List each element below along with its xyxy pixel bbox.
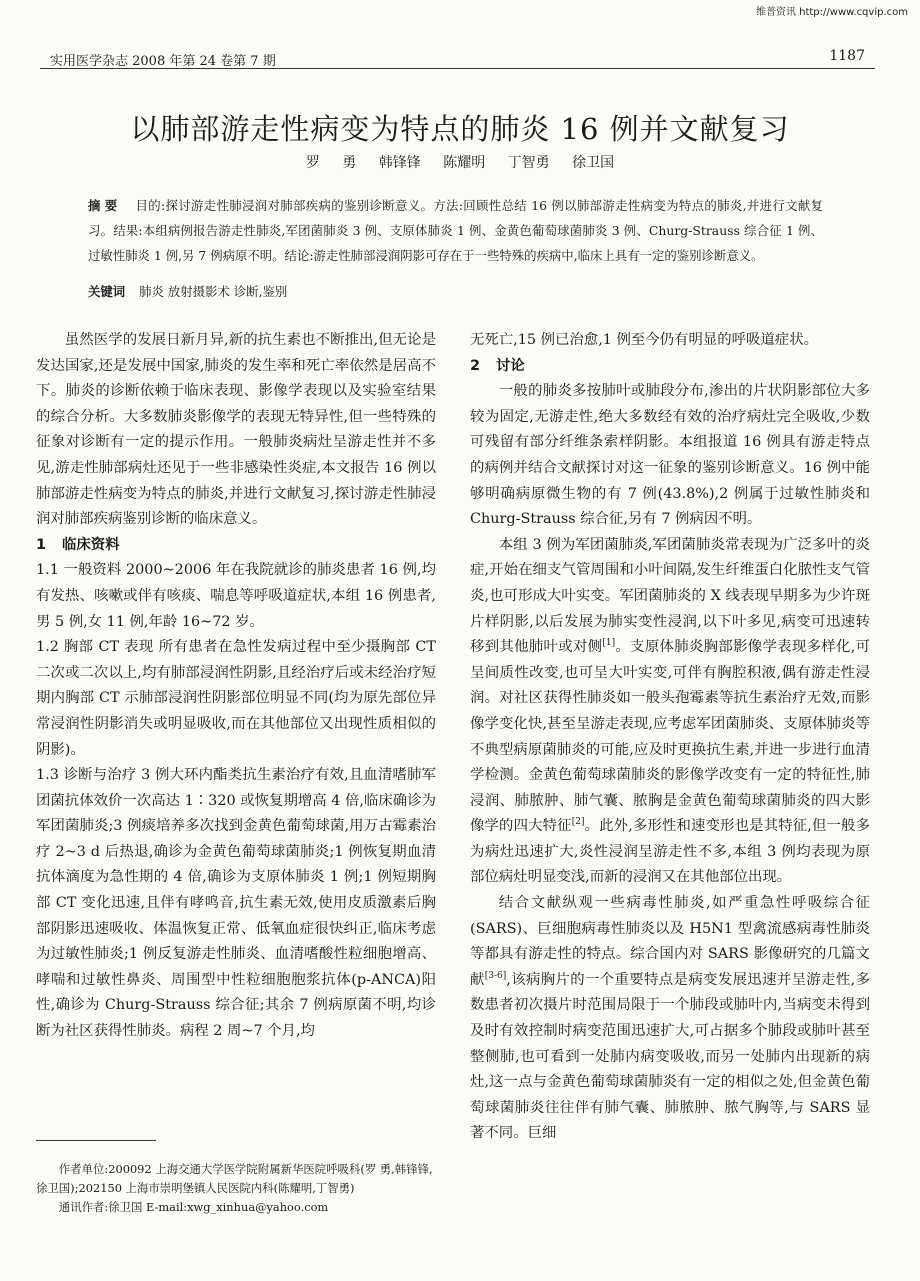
- author-affiliation: 作者单位:200092 上海交通大学医学院附属新华医院呼吸科(罗 勇,韩锋锋,徐卫国);202150 上海市崇明堡镇人民医院内科(陈耀明,丁智勇): [36, 1162, 433, 1195]
- keywords-label: 关键词: [88, 284, 126, 299]
- keywords: [88, 282, 823, 300]
- abstract: [88, 193, 823, 268]
- keywords-text: 肺炎 放射摄影术 诊断,鉴别: [139, 284, 288, 299]
- citation-ref[interactable]: [3-6]: [484, 971, 507, 982]
- para-text: 结合文献纵观一些病毒性肺炎,如严重急性呼吸综合征(SARS)、巨细胞病毒性肺炎以及 H5N1 型禽流感病毒性肺炎等都具有游走性的特点。综合国内对 SARS 影像研究的几篇文献: [470, 895, 870, 988]
- para-text: ,该病胸片的一个重要特点是病变发展迅速并呈游走性,多数患者初次摄片时范围局限于一个肺段或肺叶内,当病变未得到及时有效控制时病变范围迅速扩大,可占据多个肺段或肺叶甚至整侧肺,也可看到一处肺内病变吸收,而另一处肺内出现新的病灶,这一点与金黄色葡萄球菌肺炎有一定的相似之处,但金黄色葡萄球菌肺炎往往伴有肺气囊、肺脓肿、脓气胸等,与 SARS 显著不同。巨细: [470, 971, 870, 1142]
- para-text: 。支原体肺炎胸部影像学表现多样化,可呈间质性改变,也可呈大叶实变,可伴有胸腔积液,偶有游走性浸润。对社区获得性肺炎如一般头孢霉素等抗生素治疗无效,而影像学变化快,甚至呈游走表现,应考虑军团菌肺炎、支原体肺炎等不典型病原菌肺炎的可能,应及时更换抗生素,并进一步进行血清学检测。金黄色葡萄球菌肺炎的影像学改变有一定的特征性,肺浸润、肺脓肿、肺气囊、脓胸是金黄色葡萄球菌肺炎的四大影像学的四大特征: [470, 639, 870, 835]
- citation-ref[interactable]: [2]: [571, 817, 585, 828]
- footnote-rule: [36, 1140, 156, 1141]
- correspondence: 通讯作者:徐卫国 E-mail:xwg_xinhua@yahoo.com: [58, 1200, 329, 1214]
- para-text: 本组 3 例为军团菌肺炎,军团菌肺炎常表现为广泛多叶的炎症,开始在细支气管周围和小叶间隔,发生纤维蛋白化脓性支气管炎,也可形成大叶实变。军团菌肺炎的 X 线表现早期多为少许斑片样阴影,以后发展为肺实变性浸润,以下叶多见,病变可迅速转移到其他肺叶或对侧: [470, 536, 870, 656]
- discussion-paragraph-3: [470, 891, 870, 1147]
- section-heading-clinical: [36, 533, 436, 559]
- footnote: [36, 1160, 436, 1217]
- intro-paragraph: 虽然医学的发展日新月异,新的抗生素也不断推出,但无论是发达国家,还是发展中国家,肺炎的发生率和死亡率依然是居高不下。肺炎的诊断依赖于临床表现、影像学表现以及实验室结果的综合分析。大多数肺炎影像学的表现无特异性,但一些特殊的征象对诊断有一定的提示作用。一般肺炎病灶呈游走性并不多见,游走性肺部病灶还见于一些非感染性炎症,本文报告 16 例以肺部游走性病变为特点的肺炎,并进行文献复习,探讨游走性肺浸润对肺部疾病鉴别诊断的临床意义。: [36, 332, 436, 528]
- section-heading-discussion: [470, 354, 870, 380]
- discussion-paragraph-1: 一般的肺炎多按肺叶或肺段分布,渗出的片状阴影部位大多较为固定,无游走性,绝大多数经有效的治疗病灶完全吸收,少数可残留有部分纤维条索样阴影。本组报道 16 例具有游走特点的病例并结合文献探讨对这一征象的鉴别诊断意义。16 例中能够明确病原微生物的有 7 例(43.8%),2 例属于过敏性肺炎和 Churg-Strauss 综合征,另有 7 例病因不明。: [470, 383, 870, 528]
- discussion-paragraph-2: [470, 533, 870, 891]
- running-head: 实用医学杂志 2008 年第 24 卷第 7 期: [50, 54, 276, 69]
- paragraph-1-3: 1.3 诊断与治疗 3 例大环内酯类抗生素治疗有效,且血清嗜肺军团菌抗体效价一次高达 1∶320 或恢复期增高 4 倍,临床确诊为军团菌肺炎;3 例痰培养多次找到金黄色葡萄球菌,用万古霉素治疗 2~3 d 后热退,确诊为金黄色葡萄球菌肺炎;1 例恢复期血清抗体滴度为急性期的 4 倍,确诊为支原体肺炎 1 例;1 例短期胸部 CT 变化迅速,且伴有哮鸣音,抗生素无效,使用皮质激素后胸部阴影迅速吸收、体温恢复正常、低氧血症很快纠正,临床考虑为过敏性肺炎;1 例反复游走性肺炎、血清嗜酸性粒细胞增高、哮喘和过敏性鼻炎、周围型中性粒细胞胞浆抗体(p-ANCA)阳性,确诊为 Churg-Strauss 综合征;其余 7 例病原菌不明,均诊断为社区获得性肺炎。病程 2 周~7 个月,均: [36, 767, 436, 1040]
- section-number: 1: [36, 536, 47, 553]
- paragraph-1-2: 1.2 胸部 CT 表现 所有患者在急性发病过程中至少摄胸部 CT 二次或二次以上,均有肺部浸润性阴影,且经治疗后或未经治疗短期内胸部 CT 示肺部浸润性阴影部位明显不同(均为原先部位异常浸润性阴影消失或明显吸收,而在其他部位又出现性质相似的阴影)。: [36, 639, 436, 758]
- section-number: 2: [470, 357, 481, 374]
- page-number: 1187: [829, 48, 865, 64]
- citation-ref[interactable]: [1]: [602, 638, 616, 649]
- section-title: 临床资料: [62, 536, 120, 553]
- author-list: 罗 勇 韩锋锋 陈耀明 丁智勇 徐卫国: [305, 155, 615, 171]
- article-title: 以肺部游走性病变为特点的肺炎 16 例并文献复习: [130, 112, 790, 147]
- continued-paragraph: 无死亡,15 例已治愈,1 例至今仍有明显的呼吸道症状。: [470, 332, 818, 348]
- paragraph-1-1: 1.1 一般资料 2000~2006 年在我院就诊的肺炎患者 16 例,均有发热、咳嗽或伴有咳痰、喘息等呼吸道症状,本组 16 例患者,男 5 例,女 11 例,年龄 16~72 岁。: [36, 562, 436, 630]
- abstract-label: 摘要: [88, 198, 122, 213]
- watermark-text: 维普资讯 http://www.cqvip.com: [755, 7, 908, 18]
- section-title: 讨论: [496, 357, 525, 374]
- right-column: [470, 328, 870, 1147]
- header-rule: [40, 68, 875, 69]
- left-column: [36, 328, 436, 1045]
- abstract-text: 目的:探讨游走性肺浸润对肺部疾病的鉴别诊断意义。方法:回顾性总结 16 例以肺部游走性病变为特点的肺炎,并进行文献复习。结果:本组病例报告游走性肺炎,军团菌肺炎 3 例、支原体肺炎 1 例、金黄色葡萄球菌肺炎 3 例、Churg-Strauss 综合征 1 例、过敏性肺炎 1 例,另 7 例病原不明。结论:游走性肺部浸润阴影可存在于一些特殊的疾病中,临床上具有一定的鉴别诊断意义。: [88, 198, 823, 263]
- para-text: 。此外,多形性和速变形也是其特征,但一般多为病灶迅速扩大,炎性浸润呈游走性不多,本组 3 例均表现为原部位病灶明显变浅,而新的浸润又在其他部位出现。: [470, 818, 870, 886]
